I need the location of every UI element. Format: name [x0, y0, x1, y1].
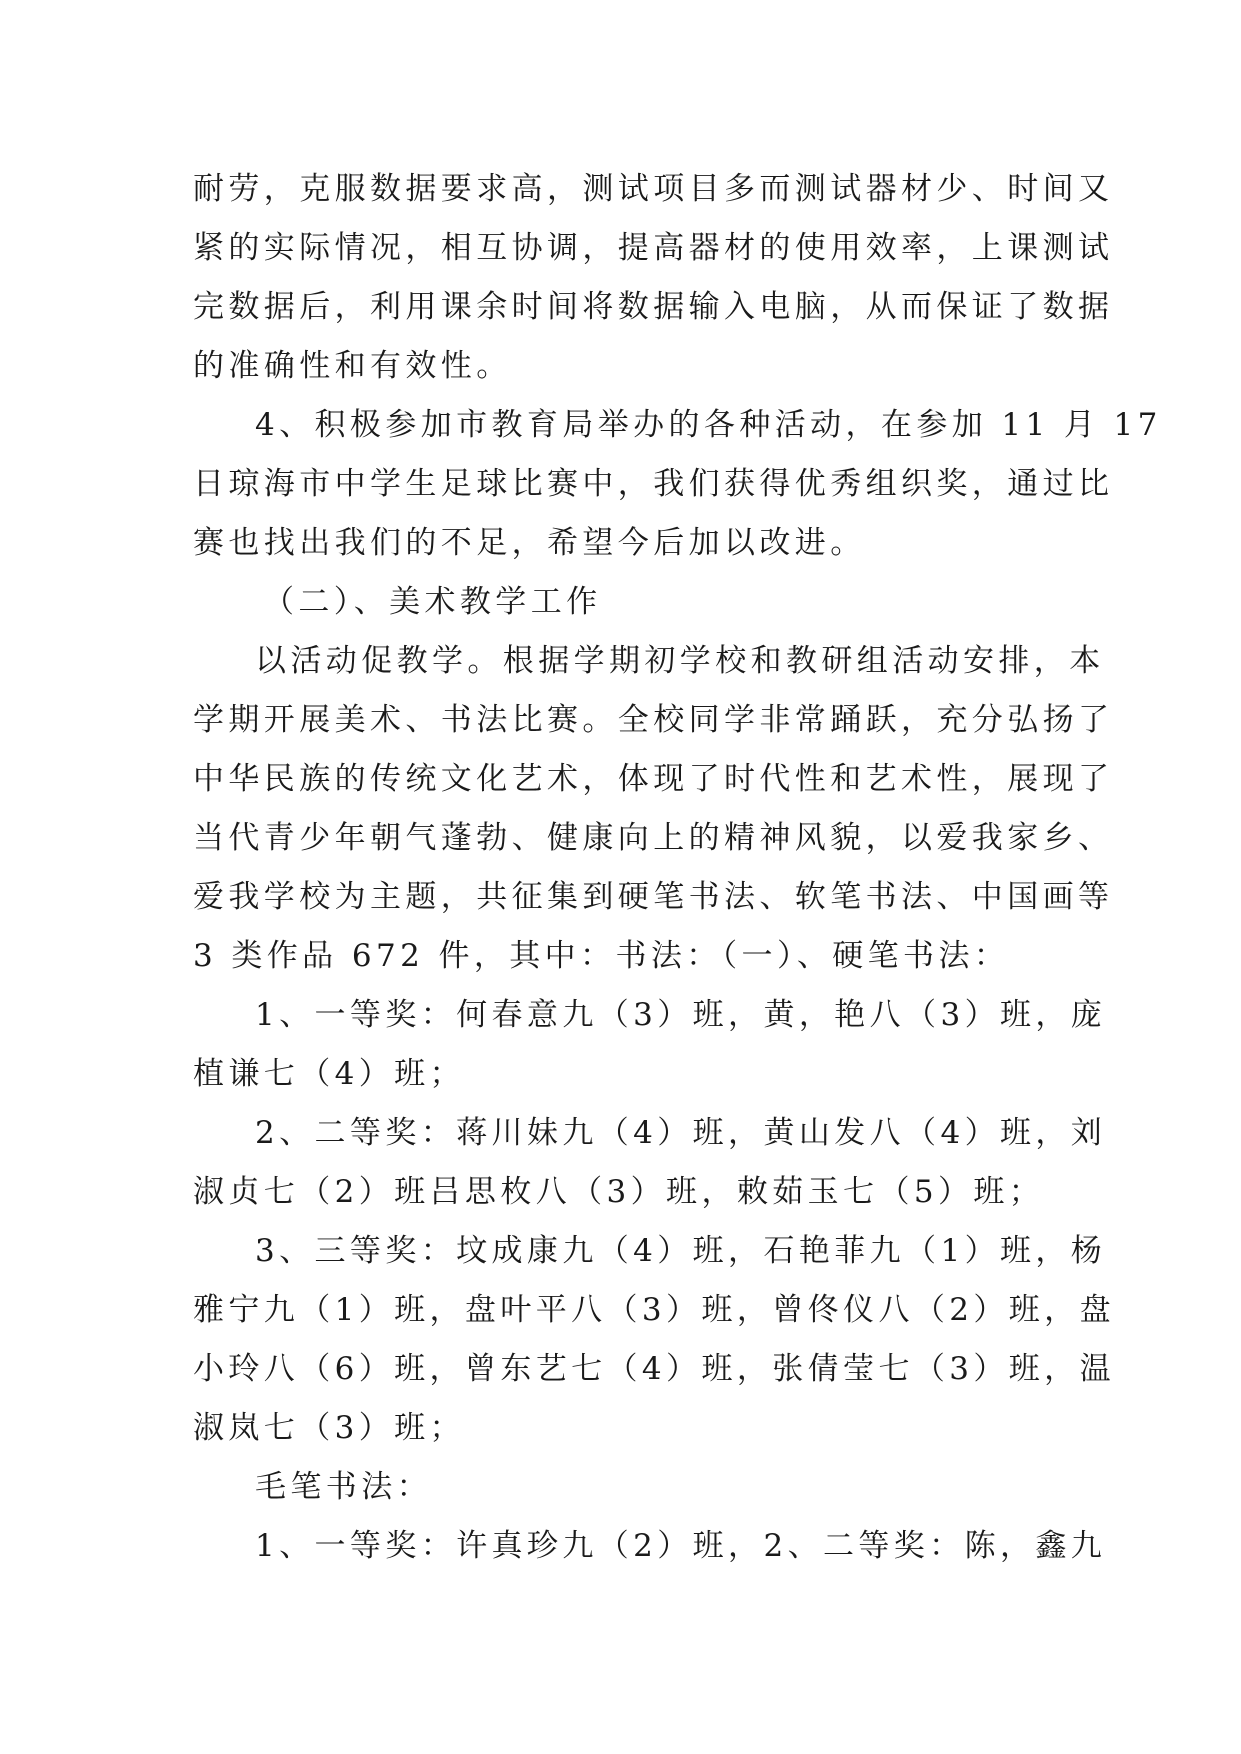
paragraph-line: 学期开展美术、书法比赛。全校同学非常踊跃，充分弘扬了 — [193, 702, 1114, 738]
paragraph-line: 赛也找出我们的不足，希望今后加以改进。 — [193, 525, 866, 561]
section-heading: （二）、美术教学工作 — [263, 584, 602, 620]
award-line: 3、三等奖：坟成康九（4）班，石艳菲九（1）班，杨 — [255, 1233, 1107, 1269]
paragraph-line: 中华民族的传统文化艺术，体现了时代性和艺术性，展现了 — [193, 761, 1114, 797]
paragraph-line: 4、积极参加市教育局举办的各种活动，在参加 11 月 17 — [255, 407, 1162, 443]
award-line: 淑岚七（3）班； — [193, 1410, 465, 1446]
award-line: 淑贞七（2）班吕思枚八（3）班，敕茹玉七（5）班； — [193, 1174, 1045, 1210]
paragraph-line: 紧的实际情况，相互协调，提高器材的使用效率，上课测试 — [193, 230, 1114, 266]
award-line: 1、一等奖：何春意九（3）班，黄，艳八（3）班，庞 — [255, 997, 1107, 1033]
award-line: 小玲八（6）班，曾东艺七（4）班，张倩莹七（3）班，温 — [193, 1351, 1115, 1387]
paragraph-line: 耐劳，克服数据要求高，测试项目多而测试器材少、时间又 — [193, 171, 1114, 207]
paragraph-line: 以活动促教学。根据学期初学校和教研组活动安排，本 — [255, 643, 1105, 679]
paragraph-line: 3 类作品 672 件，其中：书法：（一）、硬笔书法： — [193, 938, 1010, 974]
paragraph-line: 的准确性和有效性。 — [193, 348, 512, 384]
award-line: 雅宁九（1）班，盘叶平八（3）班，曾佟仪八（2）班，盘 — [193, 1292, 1115, 1328]
award-line: 2、二等奖：蒋川妹九（4）班，黄山发八（4）班，刘 — [255, 1115, 1107, 1151]
paragraph-line: 日琼海市中学生足球比赛中，我们获得优秀组织奖，通过比 — [193, 466, 1114, 502]
paragraph-line: 完数据后，利用课余时间将数据输入电脑，从而保证了数据 — [193, 289, 1114, 325]
award-line: 植谦七（4）班； — [193, 1056, 465, 1092]
body-text — [193, 160, 1162, 1576]
paragraph-line: 当代青少年朝气蓬勃、健康向上的精神风貌，以爱我家乡、 — [193, 820, 1114, 856]
subsection-heading: 毛笔书法： — [255, 1469, 432, 1505]
paragraph-line: 爱我学校为主题，共征集到硬笔书法、软笔书法、中国画等 — [193, 879, 1114, 915]
award-line: 1、一等奖：许真珍九（2）班，2、二等奖：陈，鑫九 — [255, 1528, 1107, 1564]
